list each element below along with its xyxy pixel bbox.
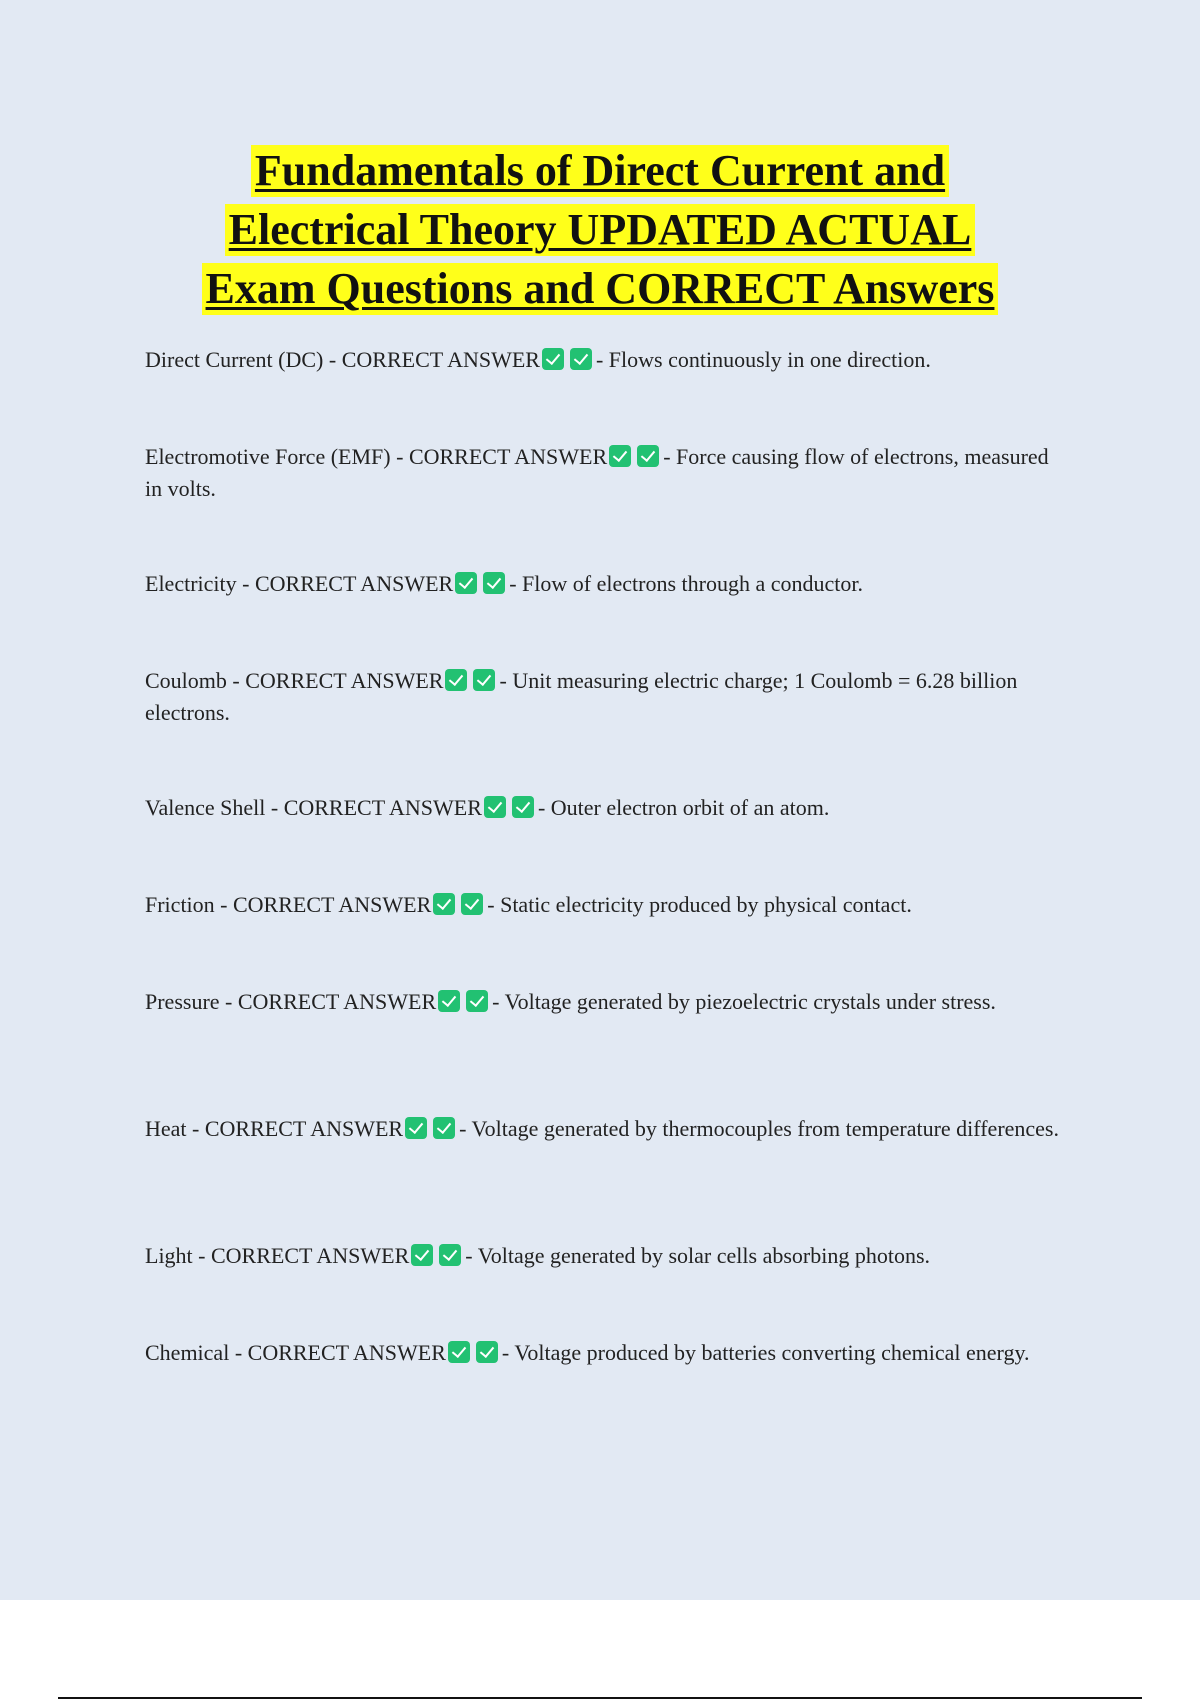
- check-mark-icon: [448, 1341, 470, 1363]
- check-mark-icon: [637, 445, 659, 467]
- check-mark-icon: [570, 348, 592, 370]
- qa-item: [145, 889, 1060, 921]
- qa-separator: -: [663, 444, 671, 469]
- check-mark-icon: [445, 669, 467, 691]
- qa-term: Electricity: [145, 571, 237, 596]
- qa-separator: -: [537, 795, 546, 820]
- qa-separator: -: [225, 989, 233, 1014]
- qa-separator: -: [270, 795, 279, 820]
- check-mark-icon: [483, 572, 505, 594]
- qa-item: [145, 568, 1060, 600]
- qa-separator: -: [465, 1243, 473, 1268]
- qa-item: [145, 441, 1060, 505]
- qa-definition: Static electricity produced by physical contact.: [500, 892, 912, 917]
- qa-definition: Unit measuring electric charge; 1 Coulomb = 6.28 billion electrons.: [145, 668, 1018, 725]
- qa-term: Friction: [145, 892, 215, 917]
- check-mark-icon: [542, 348, 564, 370]
- qa-label: CORRECT ANSWER: [341, 347, 540, 372]
- qa-label: CORRECT ANSWER: [245, 668, 444, 693]
- check-mark-icon: [439, 1244, 461, 1266]
- qa-separator: -: [499, 668, 507, 693]
- check-mark-icon: [476, 1341, 498, 1363]
- qa-item: [145, 986, 1060, 1018]
- check-mark-icon: [609, 445, 631, 467]
- qa-label: CORRECT ANSWER: [254, 571, 454, 596]
- qa-separator: -: [328, 347, 337, 372]
- qa-term: Light: [145, 1243, 193, 1268]
- check-mark-icon: [473, 669, 495, 691]
- qa-label: CORRECT ANSWER: [283, 795, 482, 820]
- qa-item: [145, 792, 1060, 824]
- check-mark-icon: [461, 893, 483, 915]
- qa-item: [145, 344, 1060, 376]
- check-mark-icon: [411, 1244, 433, 1266]
- qa-separator: -: [459, 1116, 467, 1141]
- qa-label: CORRECT ANSWER: [408, 444, 608, 469]
- qa-separator: -: [396, 444, 404, 469]
- qa-item: [145, 1113, 1060, 1145]
- title-line: Fundamentals of Direct Current and: [251, 145, 949, 197]
- qa-definition: Voltage generated by piezoelectric crystals under stress.: [504, 989, 996, 1014]
- qa-definition: Outer electron orbit of an atom.: [550, 795, 830, 820]
- check-mark-icon: [438, 990, 460, 1012]
- qa-separator: -: [509, 571, 517, 596]
- qa-item: [145, 665, 1060, 729]
- qa-item: [145, 1240, 1060, 1272]
- qa-label: CORRECT ANSWER: [237, 989, 437, 1014]
- qa-definition: Flows continuously in one direction.: [608, 347, 931, 372]
- qa-separator: -: [198, 1243, 206, 1268]
- check-mark-icon: [405, 1117, 427, 1139]
- qa-definition: Voltage generated by thermocouples from temperature differences.: [471, 1116, 1059, 1141]
- qa-separator: -: [192, 1116, 200, 1141]
- qa-separator: -: [492, 989, 500, 1014]
- qa-separator: -: [595, 347, 604, 372]
- qa-separator: -: [487, 892, 495, 917]
- qa-item: [145, 1337, 1060, 1369]
- qa-term: Chemical: [145, 1340, 230, 1365]
- qa-definition: Voltage generated by solar cells absorbing photons.: [477, 1243, 931, 1268]
- qa-label: CORRECT ANSWER: [247, 1340, 446, 1365]
- qa-term: Heat: [145, 1116, 187, 1141]
- qa-term: Coulomb: [145, 668, 227, 693]
- qa-label: CORRECT ANSWER: [233, 892, 432, 917]
- qa-label: CORRECT ANSWER: [211, 1243, 410, 1268]
- check-mark-icon: [455, 572, 477, 594]
- qa-separator: -: [242, 571, 250, 596]
- qa-term: Valence Shell: [145, 795, 266, 820]
- check-mark-icon: [484, 796, 506, 818]
- title-line: Electrical Theory UPDATED ACTUAL: [225, 204, 976, 256]
- qa-separator: -: [220, 892, 228, 917]
- check-mark-icon: [433, 1117, 455, 1139]
- qa-definition: Flow of electrons through a conductor.: [522, 571, 863, 596]
- qa-separator: -: [501, 1340, 510, 1365]
- document-title: [60, 145, 1140, 322]
- check-mark-icon: [512, 796, 534, 818]
- check-mark-icon: [466, 990, 488, 1012]
- qa-term: Pressure: [145, 989, 220, 1014]
- check-mark-icon: [433, 893, 455, 915]
- qa-term: Electromotive Force (EMF): [145, 444, 391, 469]
- qa-separator: -: [234, 1340, 243, 1365]
- qa-definition: Voltage produced by batteries converting chemical energy.: [514, 1340, 1030, 1365]
- footer-divider: [58, 1697, 1142, 1699]
- title-line: Exam Questions and CORRECT Answers: [202, 263, 999, 315]
- qa-label: CORRECT ANSWER: [204, 1116, 404, 1141]
- qa-term: Direct Current (DC): [145, 347, 324, 372]
- qa-separator: -: [232, 668, 240, 693]
- qa-definition: Force causing flow of electrons, measured in volts.: [145, 444, 1049, 501]
